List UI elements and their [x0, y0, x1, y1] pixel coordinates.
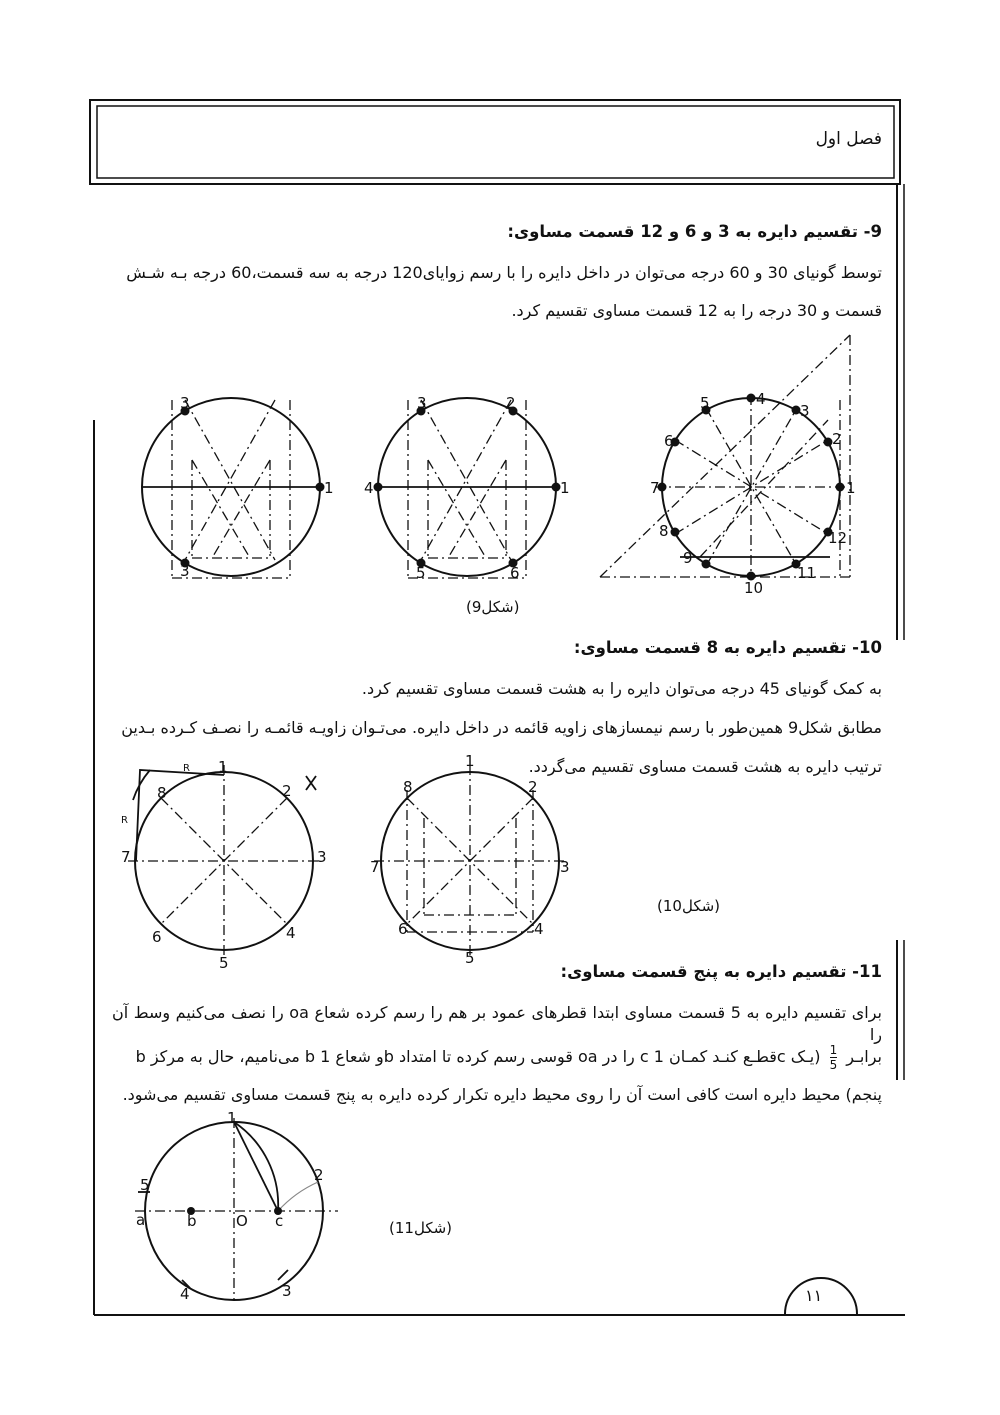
fig11-label-a: a	[136, 1211, 146, 1229]
section-11-title: 11- تقسیم دایره به پنج قسمت مساوی:	[560, 962, 882, 981]
fig10a-label-7: 7	[121, 848, 131, 866]
fig10b-label-3: 3	[560, 858, 570, 876]
fig9c-label-5: 5	[700, 394, 710, 412]
fig9b-label-5: 5	[416, 564, 426, 582]
fig9a-label-3-bottom: 3	[180, 562, 190, 580]
section-9-line1: توسط گونیای 30 و 60 درجه می‌توان در داخل دایره را با رسم زوایای120 درجه به سه قسمت،60 درجه بـه شـش	[126, 263, 882, 282]
fig11-label-b: b	[187, 1212, 197, 1230]
fig9c-label-1: 1	[846, 479, 856, 497]
fig11-label-4: 4	[180, 1285, 190, 1303]
section-10-line1: به کمک گونیای 45 درجه می‌توان دایره را به هشت قسمت مساوی تقسیم کرد.	[361, 679, 882, 698]
fig10a-label-6: 6	[152, 928, 162, 946]
fig9b-label-6: 6	[510, 564, 520, 582]
fig11-label-c: c	[275, 1212, 284, 1230]
figure-10	[100, 752, 580, 972]
fig10b-label-1: 1	[465, 752, 475, 770]
page-number: ۱۱	[805, 1286, 823, 1305]
section-10-line3: ترتیب دایره به هشت قسمت مساوی تقسیم می‌گردد.	[528, 757, 882, 776]
fig9c-label-11: 11	[797, 564, 817, 582]
fig9b-label-3: 3	[417, 394, 427, 412]
fig10b-label-4: 4	[534, 920, 544, 938]
fig10a-label-3: 3	[317, 848, 327, 866]
fig10a-label-2: 2	[282, 782, 292, 800]
section-11-line2-text: b می‌نامیم، حال به مرکز b و شعاع 1b قوسی رسم کرده تا امتداد oa را در c قطـع کنـد کمـان 1c برابـر	[135, 1047, 882, 1066]
fig9c-label-9: 9	[683, 549, 693, 567]
figure-11-caption: (شکل11)	[389, 1219, 453, 1237]
fig9b-label-2: 2	[506, 394, 516, 412]
fig11-label-5: 5	[140, 1176, 150, 1194]
fig9b-label-4: 4	[364, 479, 374, 497]
fig10b-label-8: 8	[403, 778, 413, 796]
figure-9	[100, 325, 900, 595]
fig10b-label-6: 6	[398, 920, 408, 938]
fig11-label-3: 3	[282, 1282, 292, 1300]
section-11-line1: برای تقسیم دایره به 5 قسمت مساوی ابتدا قطرهای عمود بر هم را رسم کرده شعاع oa را نصف می‌کنیم وسط آن را	[112, 1003, 882, 1044]
section-10-line2: مطابق شکل9 همین‌طور با رسم نیمسازهای زاویه قائمه در داخل دایره. می‌تـوان زاویـه قائمـه را نصـف کـرده بـدین	[121, 718, 882, 737]
fig10b-label-5: 5	[465, 949, 475, 967]
fig9c-label-6: 6	[664, 432, 674, 450]
fig9c-label-10: 10	[744, 579, 764, 595]
fig11-label-2: 2	[314, 1166, 324, 1184]
fig9c-label-8: 8	[659, 522, 669, 540]
fraction-numerator: 1	[829, 1043, 838, 1057]
section-9-line2: قسمت و 30 درجه را به 12 قسمت مساوی تقسیم کرد.	[511, 301, 882, 320]
section-9-title: 9- تقسیم دایره به 3 و 6 و 12 قسمت مساوی:	[507, 222, 882, 241]
fig9a-label-3-top: 3	[180, 394, 190, 412]
fig9c-label-12: 12	[828, 529, 848, 547]
fig9c-label-4: 4	[756, 390, 766, 408]
chapter-header: فصل اول	[815, 129, 882, 149]
fig9a-label-1: 1	[324, 479, 334, 497]
figure-10-caption: (شکل10)	[657, 897, 721, 915]
fig9c-label-7: 7	[650, 479, 660, 497]
fig10a-label-8: 8	[157, 784, 167, 802]
fig9c-label-2: 2	[832, 430, 842, 448]
fig10a-label-5: 5	[219, 954, 229, 972]
section-11-line3: پنجم) محیط دایره است کافی است آن را روی محیط دایره تکرار کرده دایره به پنج قسمت مساوی تقسیم می‌شود.	[122, 1085, 882, 1104]
fraction-one-fifth	[830, 1043, 838, 1072]
fig10a-label-r1: R	[183, 763, 190, 774]
fig10a-label-r2: R	[121, 815, 128, 826]
fig9b-label-1: 1	[560, 479, 570, 497]
section-10-title: 10- تقسیم دایره به 8 قسمت مساوی:	[573, 638, 882, 657]
fig10b-label-2: 2	[528, 778, 538, 796]
figure-9-caption: (شکل9)	[466, 598, 520, 616]
section-11-line2-end: (یـک	[790, 1047, 821, 1066]
fig10a-label-4: 4	[286, 924, 296, 942]
fig11-label-o: O	[236, 1212, 248, 1230]
fig10a-label-1: 1	[218, 758, 228, 776]
fig11-label-1: 1	[227, 1109, 237, 1127]
section-11-line2	[112, 1043, 882, 1072]
fraction-denominator: 5	[829, 1058, 838, 1072]
figure-11	[125, 1108, 365, 1308]
fig10b-label-7: 7	[370, 858, 380, 876]
fig9c-label-3: 3	[800, 402, 810, 420]
